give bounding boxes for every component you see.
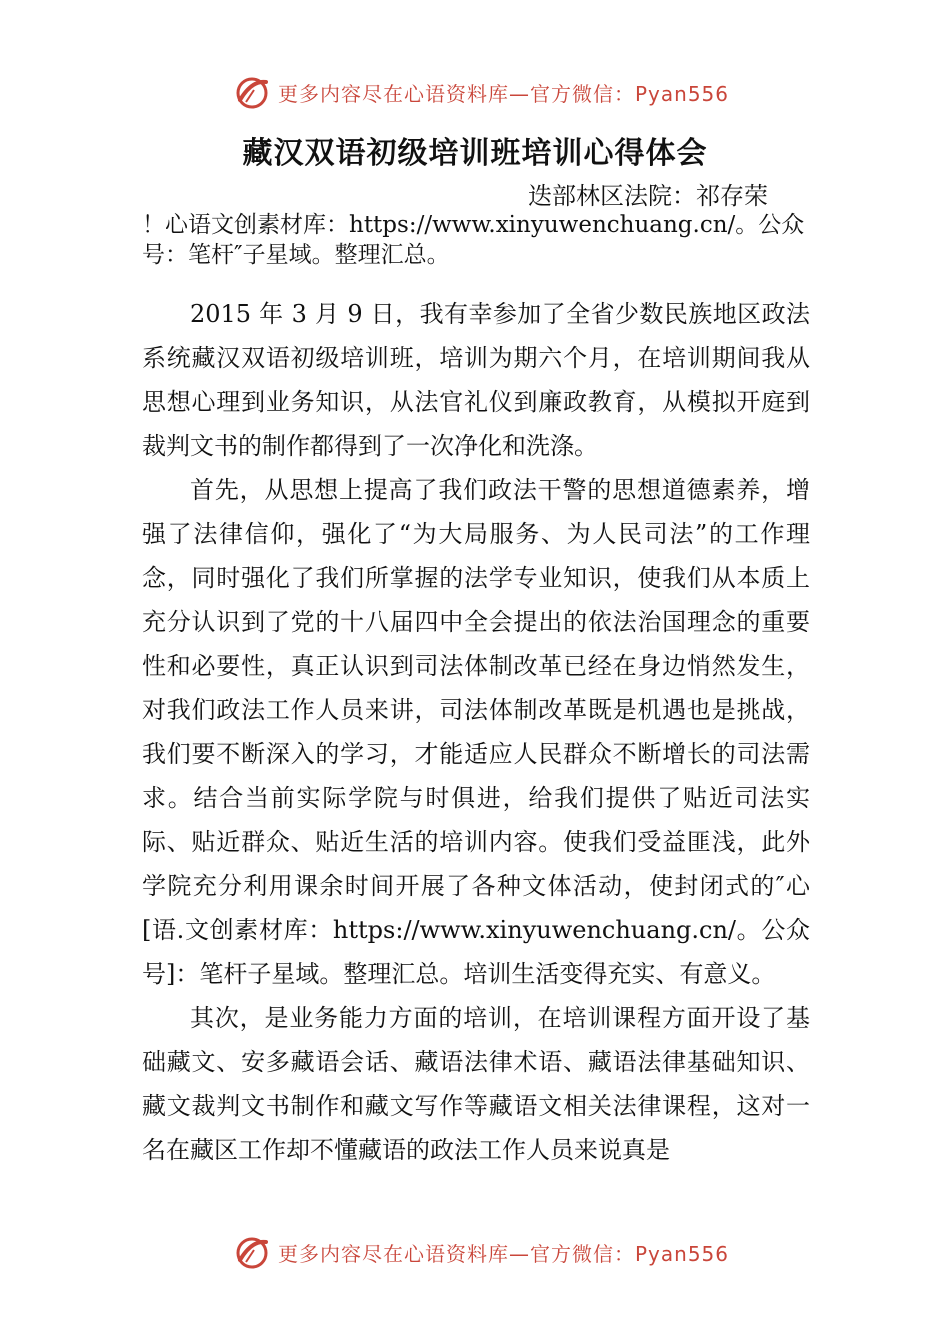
author-line: 迭部林区法院：祁存荣 — [528, 182, 768, 210]
brush-logo-icon — [232, 72, 272, 112]
brush-logo-icon — [232, 1232, 272, 1272]
watermark-footer — [232, 1232, 729, 1272]
document-title: 藏汉双语初级培训班培训心得体会 — [242, 136, 708, 171]
paragraph-3: 其次，是业务能力方面的培训，在培训课程方面开设了基础藏文、安多藏语会话、藏语法律术语、藏语法律基础知识、藏文裁判文书制作和藏文写作等藏语文相关法律课程，这对一名在藏区工作却不懂藏语的政法工作人员来说真是 — [142, 1004, 810, 1164]
paragraph-1: 2015 年 3 月 9 日，我有幸参加了全省少数民族地区政法系统藏汉双语初级培训班，培训为期六个月，在培训期间我从思想心理到业务知识，从法官礼仪到廉政教育，从模拟开庭到裁判文书的制作都得到了一次净化和洗涤。 — [142, 300, 810, 460]
paragraph-2: 首先，从思想上提高了我们政法干警的思想道德素养，增强了法律信仰，强化了“为大局服务、为人民司法”的工作理念，同时强化了我们所掌握的法学专业知识，使我们从本质上充分认识到了党的十八届四中全会提出的依法治国理念的重要性和必要性，真正认识到司法体制改革已经在身边悄然发生，对我们政法工作人员来讲，司法体制改革既是机遇也是挑战，我们要不断深入的学习，才能适应人民群众不断增长的司法需求。结合当前实际学院与时俱进，给我们提供了贴近司法实际、贴近群众、贴近生活的培训内容。使我们受益匪浅，此外学院充分利用课余时间开展了各种文体活动，使封闭式的″心[语.文创素材库：https://www.xinyuwenchuang.cn/。公众号]：笔杆子星域。整理汇总。培训生活变得充实、有意义。 — [142, 476, 810, 988]
watermark-header — [232, 72, 729, 112]
watermark-text: 更多内容尽在心语资料库—官方微信：Pyan556 — [278, 81, 730, 106]
document-body — [142, 292, 810, 1172]
watermark-text: 更多内容尽在心语资料库—官方微信：Pyan556 — [278, 1241, 730, 1266]
source-note: ！心语文创素材库：https://www.xinyuwenchuang.cn/。公众号：笔杆″子星域。整理汇总。 — [142, 212, 805, 268]
